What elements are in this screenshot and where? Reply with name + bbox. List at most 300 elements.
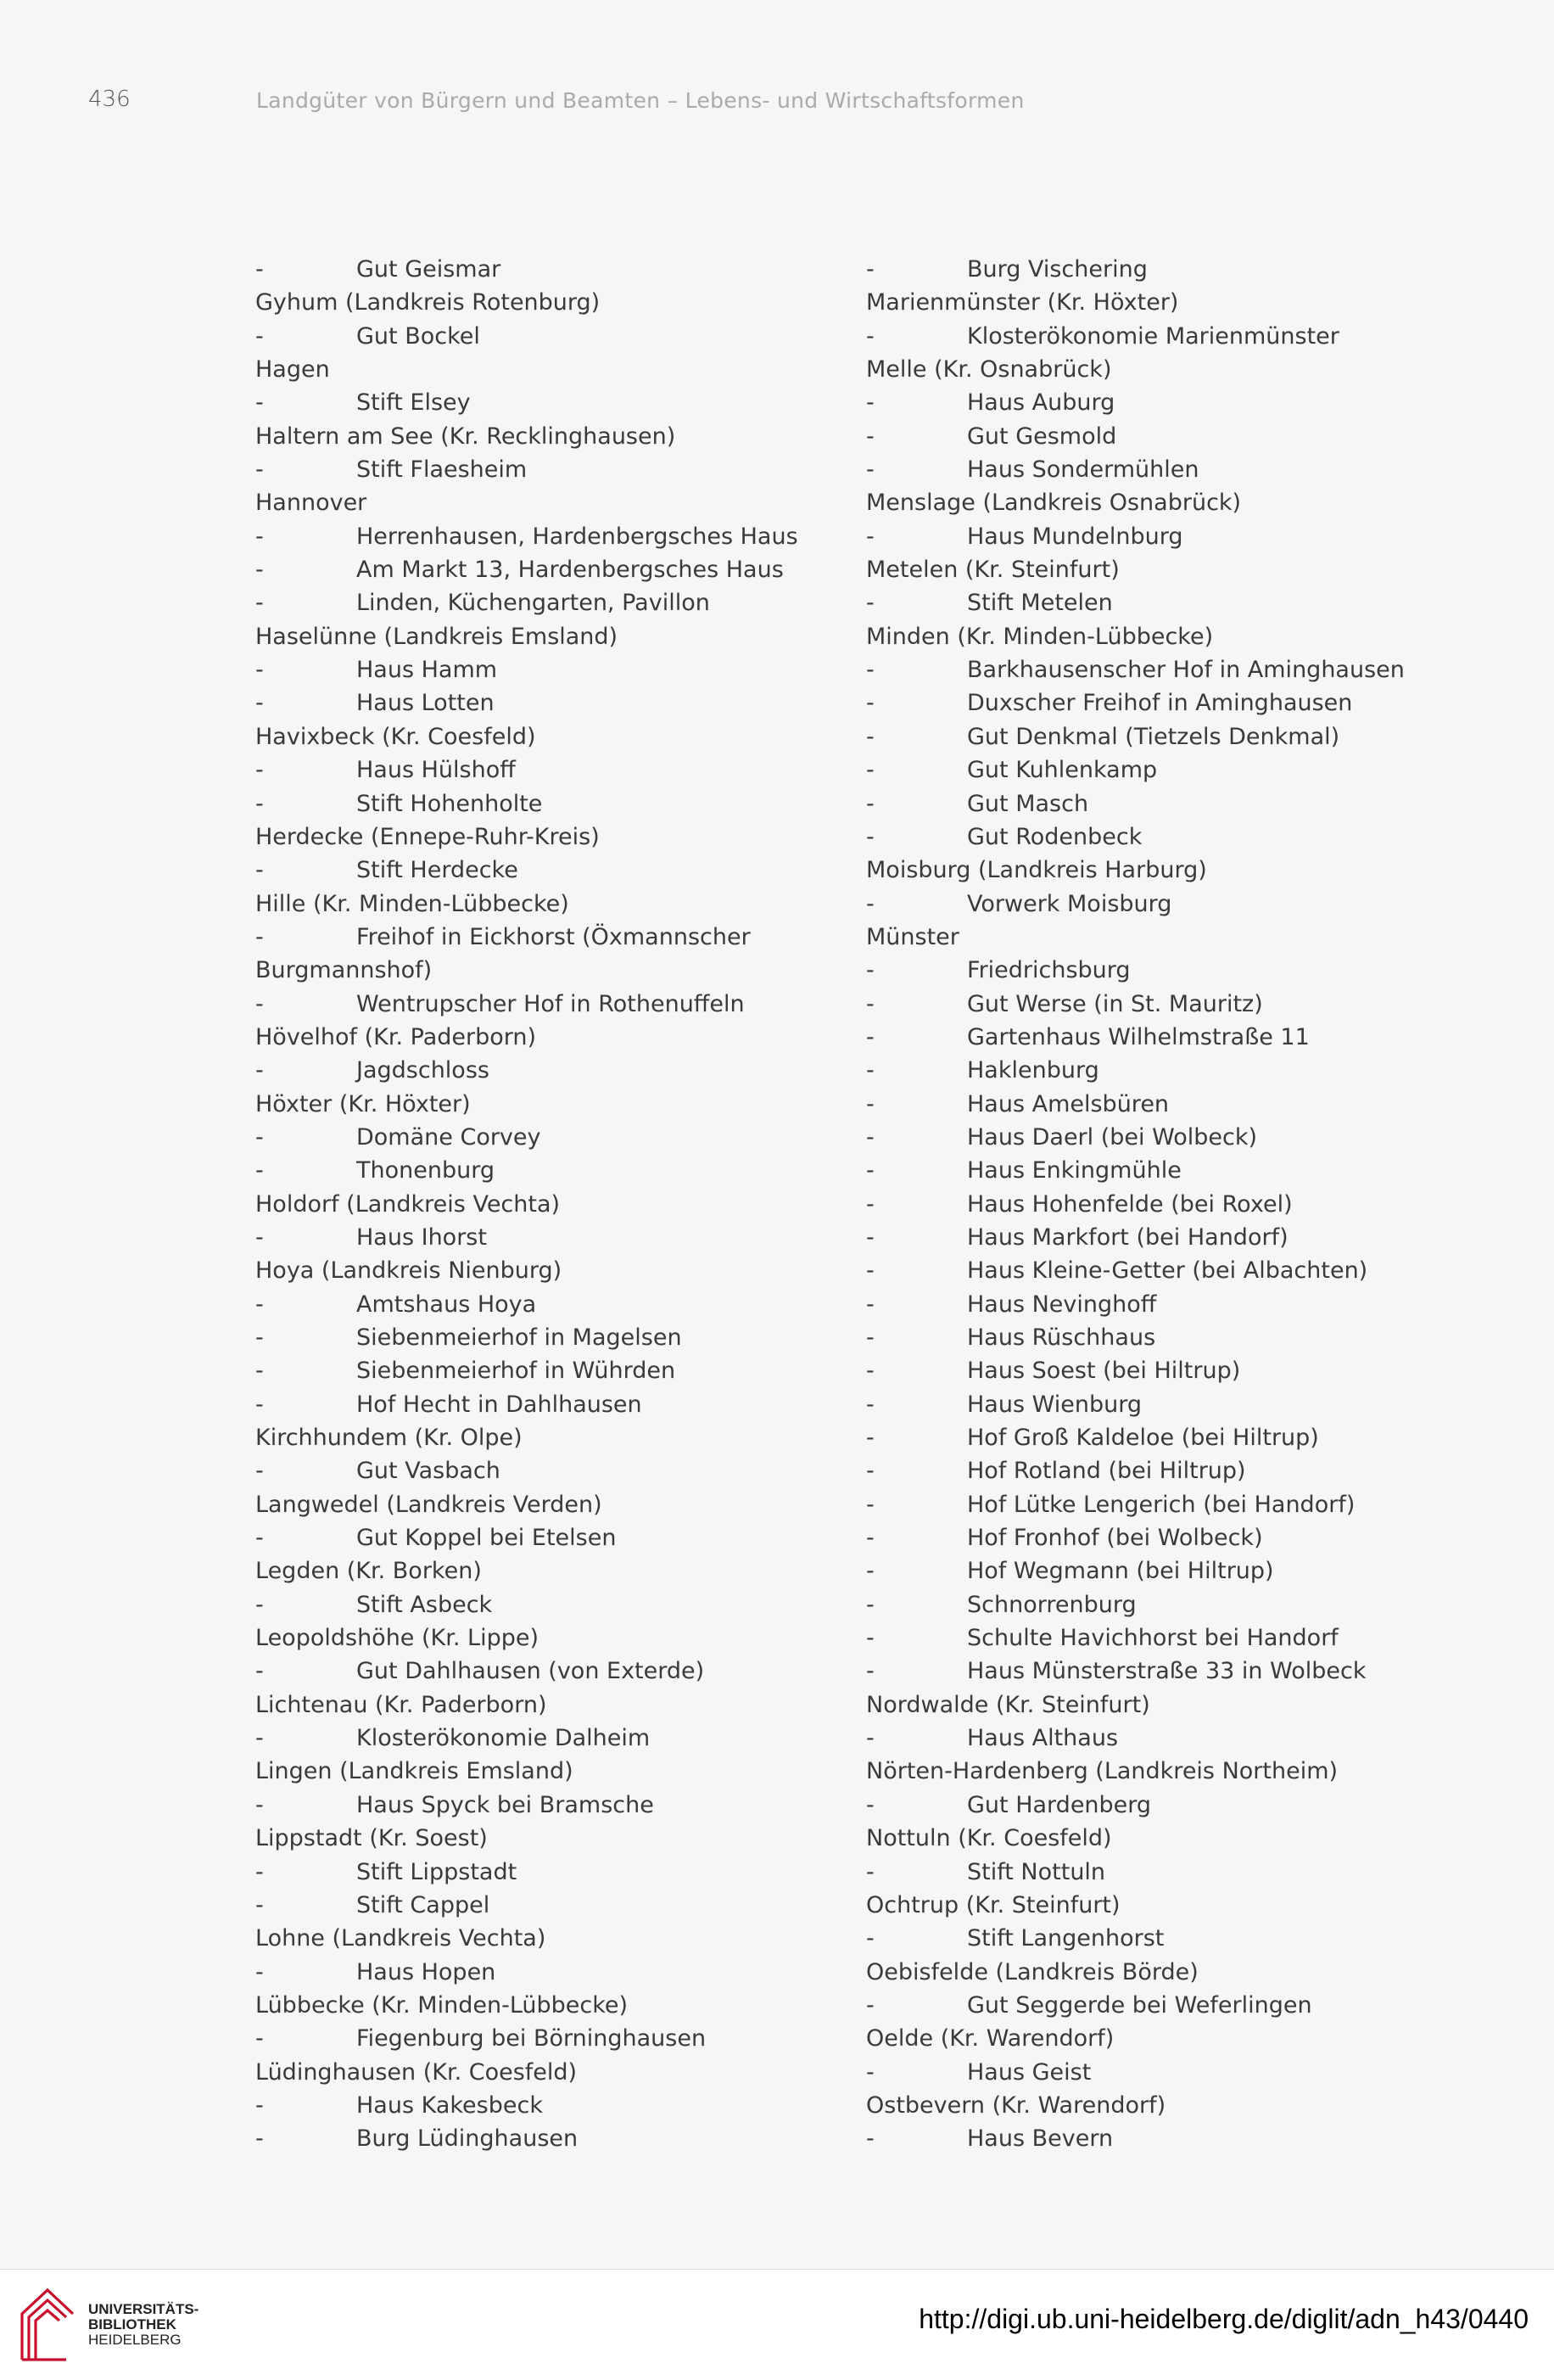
- index-subentry: [866, 1221, 1460, 1254]
- entry-text: Nörten-Hardenberg (Landkreis Northeim): [866, 1758, 1339, 1785]
- entry-dash: -: [255, 657, 264, 684]
- index-subentry: [866, 1254, 1460, 1287]
- entry-dash: -: [866, 1224, 875, 1251]
- index-subentry: [866, 1856, 1460, 1889]
- entry-text: Siebenmeierhof in Wührden: [356, 1358, 676, 1385]
- entry-text: Haus Enkingmühle: [967, 1157, 1182, 1184]
- index-entry: [255, 1188, 849, 1221]
- entry-dash: -: [255, 1224, 264, 1251]
- entry-text: Stift Hohenholte: [356, 790, 543, 817]
- index-subentry: [866, 420, 1460, 453]
- entry-dash: -: [255, 456, 264, 484]
- entry-dash: -: [866, 1925, 875, 1952]
- entry-dash: -: [255, 389, 264, 417]
- entry-text: Haus Bevern: [967, 2125, 1114, 2153]
- entry-dash: -: [255, 322, 264, 350]
- index-subentry: [866, 1021, 1460, 1054]
- index-subentry: [255, 1454, 849, 1487]
- entry-text: Höxter (Kr. Höxter): [255, 1090, 471, 1117]
- entry-text: Schulte Havichhorst bei Handorf: [967, 1625, 1339, 1652]
- entry-text: Gut Koppel bei Etelsen: [356, 1525, 617, 1552]
- entry-dash: -: [255, 1157, 264, 1184]
- index-subentry: [866, 1288, 1460, 1321]
- index-subentry: [255, 453, 849, 486]
- index-subentry: [866, 1655, 1460, 1688]
- entry-text: Minden (Kr. Minden-Lübbecke): [866, 623, 1214, 650]
- entry-text: Legden (Kr. Borken): [255, 1558, 482, 1585]
- entry-text: Haus Nevinghoff: [967, 1291, 1157, 1318]
- page-header: [0, 87, 1554, 120]
- entry-text: Haus Hopen: [356, 1958, 496, 1985]
- entry-text: Haus Kleine-Getter (bei Albachten): [967, 1257, 1368, 1285]
- entry-text: Haus Hamm: [356, 657, 498, 684]
- index-subentry: [255, 1856, 849, 1889]
- entry-text: Haus Auburg: [967, 389, 1115, 417]
- entry-text: Burg Lüdinghausen: [356, 2125, 579, 2153]
- index-subentry: [255, 653, 849, 686]
- entry-dash: -: [866, 690, 875, 717]
- entry-text: Vorwerk Moisburg: [967, 890, 1172, 917]
- source-url[interactable]: http://digi.ub.uni-heidelberg.de/diglit/adn_h43/0440: [919, 2304, 1529, 2334]
- index-entry: [255, 1421, 849, 1454]
- entry-text: Haltern am See (Kr. Recklinghausen): [255, 423, 676, 450]
- entry-dash: -: [255, 1725, 264, 1752]
- entry-dash: -: [866, 1791, 875, 1818]
- entry-text: Gut Bockel: [356, 322, 480, 350]
- index-subentry: [866, 1488, 1460, 1521]
- entry-dash: -: [255, 1891, 264, 1918]
- entry-text: Hof Wegmann (bei Hiltrup): [967, 1558, 1274, 1585]
- entry-text: Gut Gesmold: [967, 423, 1117, 450]
- entry-text: Hof Hecht in Dahlhausen: [356, 1391, 642, 1418]
- page-number: 436: [88, 87, 131, 112]
- index-subentry: [255, 1789, 849, 1822]
- index-entry: [255, 1822, 849, 1855]
- index-subentry: [866, 453, 1460, 486]
- index-entry: [255, 486, 849, 519]
- entry-text: Haus Wienburg: [967, 1391, 1142, 1418]
- index-subentry: [866, 954, 1460, 987]
- entry-dash: -: [866, 890, 875, 917]
- entry-dash: -: [866, 1057, 875, 1084]
- index-subentry: [255, 1722, 849, 1755]
- index-subentry: [866, 753, 1460, 787]
- entry-dash: -: [866, 590, 875, 617]
- index-entry: [255, 1989, 849, 2022]
- index-subentry: [255, 553, 849, 586]
- entry-text: Moisburg (Landkreis Harburg): [866, 857, 1207, 884]
- entry-text: Haklenburg: [967, 1057, 1099, 1084]
- entry-text: Amtshaus Hoya: [356, 1291, 537, 1318]
- entry-dash: -: [866, 823, 875, 850]
- entry-text: Friedrichsburg: [967, 957, 1131, 984]
- entry-text: Haus Geist: [967, 2058, 1092, 2086]
- index-subentry: [866, 1588, 1460, 1621]
- entry-text: Haus Hülshoff: [356, 757, 516, 784]
- index-entry: [255, 353, 849, 386]
- entry-dash: -: [866, 957, 875, 984]
- entry-dash: -: [255, 1458, 264, 1485]
- entry-text: Hagen: [255, 356, 330, 384]
- entry-text: Hof Lütke Lengerich (bei Handorf): [967, 1491, 1356, 1518]
- entry-dash: -: [255, 2092, 264, 2119]
- index-subentry: [866, 1722, 1460, 1755]
- entry-text: Stift Asbeck: [356, 1591, 493, 1618]
- library-name-line-2: BIBLIOTHEK: [88, 2316, 176, 2332]
- entry-text: Stift Flaesheim: [356, 456, 528, 484]
- index-entry: [866, 1956, 1460, 1989]
- index-subentry: [255, 854, 849, 887]
- entry-text: Haus Althaus: [967, 1725, 1119, 1752]
- index-entry: [255, 1621, 849, 1655]
- index-subentry: [866, 1922, 1460, 1955]
- index-column-right: [866, 253, 1460, 2156]
- entry-text: Stift Nottuln: [967, 1858, 1106, 1885]
- index-subentry: [255, 2089, 849, 2122]
- entry-text: Stift Lippstadt: [356, 1858, 517, 1885]
- entry-dash: -: [255, 690, 264, 717]
- entry-dash: -: [866, 1291, 875, 1318]
- index-subentry: [255, 320, 849, 353]
- index-entry: [866, 1755, 1460, 1788]
- entry-dash: -: [866, 1391, 875, 1418]
- entry-dash: -: [866, 1525, 875, 1552]
- entry-dash: -: [866, 1123, 875, 1151]
- entry-text: Hof Rotland (bei Hiltrup): [967, 1458, 1246, 1485]
- index-entry: [255, 420, 849, 453]
- entry-dash: -: [866, 1358, 875, 1385]
- index-entry: [255, 1755, 849, 1788]
- index-subentry: [255, 1889, 849, 1922]
- entry-dash: -: [866, 1558, 875, 1585]
- index-subentry: [866, 787, 1460, 820]
- entry-dash: -: [255, 1591, 264, 1618]
- entry-text: Burgmannshof): [255, 957, 433, 984]
- index-subentry: [866, 1121, 1460, 1154]
- entry-dash: -: [255, 557, 264, 584]
- entry-dash: -: [866, 1257, 875, 1285]
- entry-text: Gut Vasbach: [356, 1458, 500, 1485]
- entry-text: Stift Metelen: [967, 590, 1113, 617]
- index-entry: [866, 854, 1460, 887]
- entry-text: Gut Werse (in St. Mauritz): [967, 990, 1263, 1017]
- index-entry: [866, 921, 1460, 954]
- index-subentry: [255, 686, 849, 720]
- index-subentry: [866, 586, 1460, 619]
- entry-dash: -: [255, 1057, 264, 1084]
- entry-text: Hövelhof (Kr. Paderborn): [255, 1023, 537, 1050]
- entry-dash: -: [255, 1391, 264, 1418]
- index-entry: [866, 1822, 1460, 1855]
- entry-text: Haus Sondermühlen: [967, 456, 1199, 484]
- entry-text: Ostbevern (Kr. Warendorf): [866, 2092, 1166, 2119]
- entry-text: Nordwalde (Kr. Steinfurt): [866, 1691, 1150, 1718]
- entry-dash: -: [866, 1090, 875, 1117]
- entry-dash: -: [866, 757, 875, 784]
- entry-text: Freihof in Eickhorst (Öxmannscher: [356, 923, 751, 950]
- entry-text: Gut Masch: [967, 790, 1089, 817]
- entry-text: Stift Herdecke: [356, 857, 518, 884]
- index-subentry: [255, 1054, 849, 1087]
- entry-text: Klosterökonomie Dalheim: [356, 1725, 651, 1752]
- entry-text: Gyhum (Landkreis Rotenburg): [255, 289, 601, 316]
- index-subentry: [255, 787, 849, 820]
- library-name-line-3: HEIDELBERG: [88, 2332, 182, 2348]
- entry-text: Gut Geismar: [356, 256, 501, 283]
- index-entry: [255, 1088, 849, 1121]
- entry-text: Oelde (Kr. Warendorf): [866, 2025, 1115, 2052]
- index-subentry: [866, 888, 1460, 921]
- index-entry: [255, 1021, 849, 1054]
- entry-dash: -: [255, 1658, 264, 1685]
- entry-dash: -: [255, 857, 264, 884]
- university-library-logo-icon: [17, 2285, 76, 2363]
- entry-dash: -: [866, 523, 875, 550]
- entry-text: Lübbecke (Kr. Minden-Lübbecke): [255, 1991, 629, 2019]
- index-subentry: [866, 2056, 1460, 2089]
- entry-text: Stift Elsey: [356, 389, 471, 417]
- index-subentry: [866, 1789, 1460, 1822]
- index-subentry: [866, 820, 1460, 854]
- entry-text: Haselünne (Landkreis Emsland): [255, 623, 618, 650]
- entry-text: Am Markt 13, Hardenbergsches Haus: [356, 557, 784, 584]
- index-subentry: [255, 1221, 849, 1254]
- entry-text: Haus Amelsbüren: [967, 1090, 1170, 1117]
- entry-text: Herdecke (Ennepe-Ruhr-Kreis): [255, 823, 600, 850]
- index-subentry: [255, 386, 849, 419]
- entry-text: Ochtrup (Kr. Steinfurt): [866, 1891, 1121, 1918]
- index-subentry: [255, 1388, 849, 1421]
- entry-text: Domäne Corvey: [356, 1123, 541, 1151]
- entry-text: Gut Kuhlenkamp: [967, 757, 1158, 784]
- index-subentry: [255, 2022, 849, 2055]
- entry-text: Haus Markfort (bei Handorf): [967, 1224, 1288, 1251]
- entry-text: Haus Soest (bei Hiltrup): [967, 1358, 1241, 1385]
- index-column-left: [255, 253, 849, 2156]
- entry-text: Nottuln (Kr. Coesfeld): [866, 1825, 1112, 1852]
- entry-dash: -: [866, 790, 875, 817]
- entry-text: Hof Fronhof (bei Wolbeck): [967, 1525, 1263, 1552]
- entry-text: Havixbeck (Kr. Coesfeld): [255, 723, 536, 750]
- entry-text: Gut Denkmal (Tietzels Denkmal): [967, 723, 1340, 750]
- entry-dash: -: [866, 1190, 875, 1218]
- index-entry: [255, 1688, 849, 1722]
- entry-text: Menslage (Landkreis Osnabrück): [866, 490, 1242, 517]
- index-subentry: [255, 921, 849, 954]
- index-entry: [866, 620, 1460, 653]
- entry-text: Duxscher Freihof in Aminghausen: [967, 690, 1353, 717]
- index-subentry: [255, 1121, 849, 1154]
- entry-dash: -: [255, 523, 264, 550]
- index-entry: [866, 286, 1460, 319]
- index-subentry: [255, 520, 849, 553]
- entry-text: Herrenhausen, Hardenbergsches Haus: [356, 523, 798, 550]
- entry-text: Lingen (Landkreis Emsland): [255, 1758, 573, 1785]
- index-subentry: [866, 520, 1460, 553]
- index-subentry: [866, 1054, 1460, 1087]
- entry-dash: -: [866, 1725, 875, 1752]
- entry-text: Linden, Küchengarten, Pavillon: [356, 590, 710, 617]
- index-entry: [255, 1254, 849, 1287]
- entry-dash: -: [255, 1358, 264, 1385]
- entry-text: Haus Mundelnburg: [967, 523, 1183, 550]
- index-subentry: [866, 720, 1460, 753]
- index-subentry: [866, 1354, 1460, 1387]
- index-subentry: [255, 1588, 849, 1621]
- entry-text: Schnorrenburg: [967, 1591, 1137, 1618]
- entry-dash: -: [255, 256, 264, 283]
- entry-dash: -: [866, 1991, 875, 2019]
- index-subentry: [866, 1454, 1460, 1487]
- entry-dash: -: [255, 757, 264, 784]
- index-subentry: [866, 1521, 1460, 1554]
- index-entry: [866, 2022, 1460, 2055]
- entry-dash: -: [255, 1291, 264, 1318]
- entry-text: Marienmünster (Kr. Höxter): [866, 289, 1179, 316]
- entry-dash: -: [866, 256, 875, 283]
- entry-text: Jagdschloss: [356, 1057, 489, 1084]
- index-subentry: [866, 253, 1460, 286]
- library-name-line-1: UNIVERSITÄTS-: [88, 2301, 199, 2317]
- index-subentry: [866, 2122, 1460, 2155]
- entry-text: Lichtenau (Kr. Paderborn): [255, 1691, 547, 1718]
- entry-text: Haus Ihorst: [356, 1224, 487, 1251]
- entry-dash: -: [866, 389, 875, 417]
- entry-dash: -: [866, 1858, 875, 1885]
- entry-dash: -: [255, 1858, 264, 1885]
- entry-dash: -: [255, 1958, 264, 1985]
- entry-dash: -: [866, 2058, 875, 2086]
- entry-dash: -: [866, 1625, 875, 1652]
- entry-dash: -: [866, 322, 875, 350]
- entry-dash: -: [255, 1324, 264, 1351]
- entry-dash: -: [255, 1791, 264, 1818]
- entry-text: Gut Hardenberg: [967, 1791, 1152, 1818]
- index-entry: [866, 1688, 1460, 1722]
- index-subentry: [255, 586, 849, 619]
- index-entry: [255, 1922, 849, 1955]
- index-entry: [866, 486, 1460, 519]
- entry-text: Burg Vischering: [967, 256, 1148, 283]
- entry-text: Hannover: [255, 490, 367, 517]
- entry-text: Lippstadt (Kr. Soest): [255, 1825, 488, 1852]
- entry-text: Haus Spyck bei Bramsche: [356, 1791, 654, 1818]
- entry-text: Gut Rodenbeck: [967, 823, 1143, 850]
- entry-text: Hof Groß Kaldeloe (bei Hiltrup): [967, 1425, 1319, 1452]
- entry-text: Melle (Kr. Osnabrück): [866, 356, 1112, 384]
- index-subentry: [866, 653, 1460, 686]
- entry-dash: -: [866, 723, 875, 750]
- entry-text: Haus Rüschhaus: [967, 1324, 1156, 1351]
- entry-dash: -: [255, 790, 264, 817]
- entry-dash: -: [255, 1123, 264, 1151]
- entry-dash: -: [866, 1425, 875, 1452]
- library-name: [88, 2302, 198, 2348]
- entry-text: Wentrupscher Hof in Rothenuffeln: [356, 990, 745, 1017]
- index-subentry: [255, 1288, 849, 1321]
- entry-text: Thonenburg: [356, 1157, 495, 1184]
- index-subentry: [866, 988, 1460, 1021]
- entry-text: Siebenmeierhof in Magelsen: [356, 1324, 682, 1351]
- index-subentry: [255, 753, 849, 787]
- index-entry: [255, 2056, 849, 2089]
- entry-dash: -: [866, 990, 875, 1017]
- index-subentry: [255, 253, 849, 286]
- index-subentry: [255, 988, 849, 1021]
- index-subentry: [255, 1321, 849, 1354]
- entry-dash: -: [866, 456, 875, 484]
- index-subentry: [866, 1154, 1460, 1187]
- index-subentry: [255, 1521, 849, 1554]
- entry-dash: -: [866, 1157, 875, 1184]
- entry-dash: -: [866, 423, 875, 450]
- index-entry: [255, 620, 849, 653]
- entry-text: Haus Daerl (bei Wolbeck): [967, 1123, 1258, 1151]
- entry-text: Hoya (Landkreis Nienburg): [255, 1257, 562, 1285]
- index-entry: [255, 1554, 849, 1588]
- index-entry: [255, 286, 849, 319]
- entry-text: Gut Seggerde bei Weferlingen: [967, 1991, 1312, 2019]
- index-subentry: [866, 1989, 1460, 2022]
- index-subentry: [255, 1655, 849, 1688]
- running-title: Landgüter von Bürgern und Beamten – Lebens- und Wirtschaftsformen: [256, 88, 1025, 113]
- entry-text: Barkhausenscher Hof in Aminghausen: [967, 657, 1405, 684]
- index-entry: [866, 353, 1460, 386]
- entry-text: Haus Hohenfelde (bei Roxel): [967, 1190, 1293, 1218]
- index-entry: [255, 720, 849, 753]
- index-subentry: [255, 1956, 849, 1989]
- index-subentry: [866, 1321, 1460, 1354]
- entry-text: Metelen (Kr. Steinfurt): [866, 557, 1120, 584]
- entry-dash: -: [255, 990, 264, 1017]
- entry-text: Fiegenburg bei Börninghausen: [356, 2025, 707, 2052]
- entry-text: Haus Lotten: [356, 690, 495, 717]
- index-subentry: [866, 1621, 1460, 1655]
- entry-dash: -: [866, 657, 875, 684]
- index-subentry: [866, 1188, 1460, 1221]
- entry-text: Langwedel (Landkreis Verden): [255, 1491, 602, 1518]
- entry-dash: -: [255, 1525, 264, 1552]
- index-entry: [866, 553, 1460, 586]
- index-subentry: [255, 1354, 849, 1387]
- index-subentry: [866, 1421, 1460, 1454]
- entry-text: Haus Kakesbeck: [356, 2092, 543, 2119]
- entry-dash: -: [866, 1591, 875, 1618]
- index-subentry: [866, 320, 1460, 353]
- entry-text: Hille (Kr. Minden-Lübbecke): [255, 890, 569, 917]
- entry-text: Holdorf (Landkreis Vechta): [255, 1190, 561, 1218]
- entry-dash: -: [866, 2125, 875, 2153]
- entry-text: Gut Dahlhausen (von Exterde): [356, 1658, 705, 1685]
- index-entry: [866, 1889, 1460, 1922]
- entry-dash: -: [866, 1324, 875, 1351]
- index-entry: [255, 1488, 849, 1521]
- entry-text: Kirchhundem (Kr. Olpe): [255, 1425, 523, 1452]
- entry-dash: -: [866, 1458, 875, 1485]
- entry-dash: -: [255, 2125, 264, 2153]
- index-subentry: [866, 1388, 1460, 1421]
- index-subentry: [255, 2122, 849, 2155]
- entry-dash: -: [866, 1658, 875, 1685]
- index-entry: [255, 888, 849, 921]
- entry-dash: -: [255, 2025, 264, 2052]
- index-entry: [255, 954, 849, 987]
- entry-dash: -: [866, 1491, 875, 1518]
- index-subentry: [255, 1154, 849, 1187]
- entry-text: Leopoldshöhe (Kr. Lippe): [255, 1625, 539, 1652]
- entry-dash: -: [255, 923, 264, 950]
- entry-dash: -: [255, 590, 264, 617]
